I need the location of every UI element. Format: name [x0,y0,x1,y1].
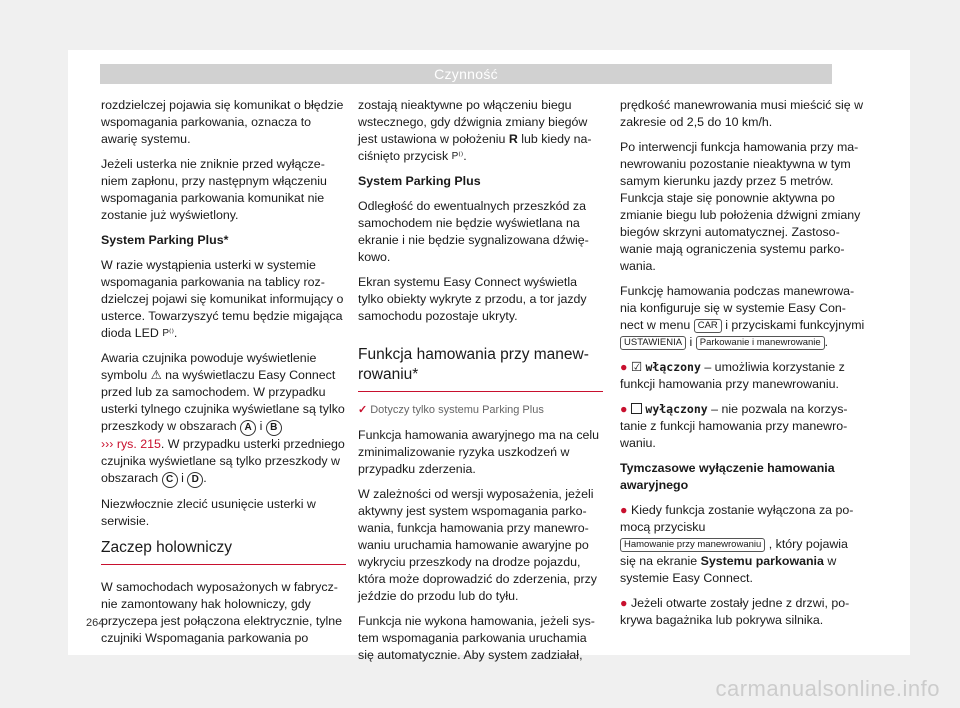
paragraph: Odległość do ewentualnych przeszkód za samochodem nie będzie wyświetlana na ekranie i nie będzie sygnalizowana dźwiękowo. [358,199,589,264]
check-icon: ✓ [358,404,368,416]
page-header: Czynność [100,64,832,84]
paragraph: Jeżeli usterka nie zniknie przed wyłączeniem zapłonu, przy następnym włączeniu wspomagania parkowania komunikat nie zostanie już wyświetlony. [101,157,327,222]
paragraph: Funkcja nie wykona hamowania, jeżeli system wspomagania parkowania uruchamia się automatycznie. Aby system zadziałał, [358,614,595,662]
paragraph: W samochodach wyposażonych w fabrycznie zamontowany hak holowniczy, gdy przyczepa jest połączona elektrycznie, tylne czujniki Wspomagania parkowania po [101,580,343,645]
parking-button-icon: P⁽⁾ [451,151,464,162]
bullet-icon: ● [620,503,628,517]
column-2 [358,97,603,672]
marker-a: A [240,420,256,436]
paragraph: Funkcję hamowania podczas manewrowania konfiguruje się w systemie Easy Connect w menu CAR i przyciskami funkcyjnymi USTAWIENIA i Parkowanie i manewrowanie . [620,284,865,349]
watermark: carmanualsonline.info [715,676,940,701]
column-1 [101,97,346,655]
section-title: Funkcja hamowania przy manewrowaniu* [358,345,603,392]
unchecked-box-icon [631,403,642,414]
subheading: System Parking Plus* [101,233,229,247]
checked-box-icon: ☑ [630,360,643,374]
option-on: ● ☑ włączony – umożliwia korzystanie z funkcji hamowania przy manewrowaniu. [620,360,845,391]
column-3 [620,97,865,637]
paragraph: Awaria czujnika powoduje wyświetlenie symbolu ⚠ na wyświetlaczu Easy Connect przed lub za samochodem. W przypadku usterki tylnego czujnika wyświetlane są tylko przeszkody w obszarach A i B ››› rys. 215. W przypadku usterki przedniego czujnika wyświetlane są tylko przeszkody w obszarach C i D . [101,350,346,488]
paragraph: Niezwłocznie zlecić usunięcie usterki w serwisie. [101,497,316,528]
paragraph: Ekran systemu Easy Connect wyświetla tylko obiekty wykryte z przodu, a tor jazdy samochodu pozostaje ukryty. [358,275,587,323]
paragraph: W razie wystąpienia usterki w systemie wspomagania parkowania na tablicy rozdzielczej pojawi się komunikat informujący o usterce. Towarzyszyć temu będzie migająca dioda LED P⁽⁾. [101,258,344,340]
brake-maneuver-key: Hamowanie przy manewrowaniu [620,538,765,552]
marker-b: B [266,420,282,436]
marker-c: C [162,472,178,488]
applicability-note: ✓ Dotyczy tylko systemu Parking Plus [358,404,544,416]
bullet-item: ● Jeżeli otwarte zostały jedne z drzwi, pokrywa bagażnika lub pokrywa silnika. [620,596,850,627]
section-title: Zaczep holowniczy [101,538,346,565]
warning-triangle-icon: ⚠ [150,368,162,382]
bullet-icon: ● [620,360,628,374]
paragraph: zostają nieaktywne po włączeniu biegu wstecznego, gdy dźwignia zmiany biegów jest ustawiona w położeniu R lub kiedy naciśnięto przycisk P⁽⁾. [358,98,592,163]
bullet-icon: ● [620,402,628,416]
subheading: Tymczasowe wyłączenie hamowania awaryjnego [620,461,835,492]
paragraph: Funkcja hamowania awaryjnego ma na celu zminimalizowanie ryzyka uszkodzeń w przypadku zderzenia. [358,428,600,476]
paragraph: Po interwencji funkcja hamowania przy manewrowaniu pozostanie nieaktywna w tym samym kierunku jazdy przez 5 metrów. Funkcja staje się ponownie aktywna po zmianie biegu lub położenia dźwigni zmiany biegów skrzyni automatycznej. Zastosowanie mają ograniczenia systemu parkowania. [620,140,861,273]
settings-key: USTAWIENIA [620,336,686,350]
bullet-icon: ● [620,596,628,610]
figure-link[interactable]: ››› rys. 215 [101,437,161,451]
car-menu-key: CAR [694,319,722,333]
page-number: 264 [86,617,105,629]
paragraph: W zależności od wersji wyposażenia, jeżeli aktywny jest system wspomagania parkowania, funkcja hamowania przy manewrowaniu uruchamia hamowanie awaryjne po wykryciu przeszkody na drodze pojazdu, która może doprowadzić do zderzenia, przy jeździe do przodu lub do tyłu. [358,487,597,603]
paragraph: prędkość manewrowania musi mieścić się w zakresie od 2,5 do 10 km/h. [620,98,864,129]
bullet-item: ● Kiedy funkcja zostanie wyłączona za pomocą przycisku Hamowanie przy manewrowaniu , który pojawia się na ekranie Systemu parkowania w systemie Easy Connect. [620,503,854,585]
marker-d: D [187,472,203,488]
paragraph: rozdzielczej pojawia się komunikat o błędzie wspomagania parkowania, oznacza to awarię systemu. [101,98,344,146]
subheading: System Parking Plus [358,174,481,188]
option-off: ● wyłączony – nie pozwala na korzystanie z funkcji hamowania przy manewrowaniu. [620,402,848,450]
parking-led-icon: P⁽⁾ [162,328,174,339]
parking-maneuvering-key: Parkowanie i manewrowanie [696,336,825,350]
